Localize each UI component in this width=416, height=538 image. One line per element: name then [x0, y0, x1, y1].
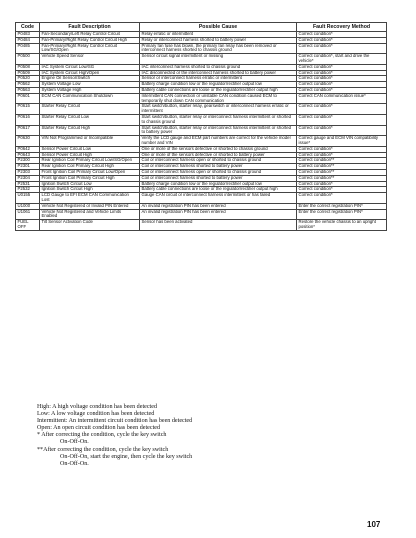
cell-fault-description: IAC System Circuit Low/SG: [40, 64, 140, 70]
cell-fault-description: Sensor Power Circuit High: [40, 152, 140, 158]
cell-fault-description: Tilt Sensor Activation Code: [40, 220, 140, 231]
cell-fault-description: ECM CAN Communication Shutdown: [40, 93, 140, 104]
cell-possible-cause: One or more of the sensors defective or shorted to chassis ground: [140, 146, 297, 152]
cell-fault-description: Fan-Primary/Right Relay Control Circuit Low/SG/Open: [40, 43, 140, 54]
table-row: [16, 152, 387, 158]
cell-recovery-method: Correct condition*, start and drive the vehicle*: [297, 54, 387, 65]
cell-recovery-method: Correct condition**: [297, 164, 387, 170]
cell-code: P0643: [16, 152, 40, 158]
cell-possible-cause: IAC interconnect harness shorted to chassis ground: [140, 64, 297, 70]
cell-fault-description: Vehicle Not Registered and Vehicle Limits Enabled: [40, 209, 140, 220]
cell-possible-cause: Gauge CAN circuit or interconnect harness intermittent or has failed: [140, 193, 297, 204]
cell-recovery-method: Restore the vehicle chassis to an upright position*: [297, 220, 387, 231]
cell-code: P0615: [16, 104, 40, 115]
table-row: [16, 70, 387, 76]
table-row: [16, 187, 387, 193]
cell-code: P0563: [16, 87, 40, 93]
note-line: Low: A low voltage condition has been detected: [37, 411, 155, 418]
cell-fault-description: Front Ignition Coil Primary Circuit Low/Open: [40, 169, 140, 175]
cell-code: P0562: [16, 82, 40, 88]
cell-recovery-method: Correct condition**: [297, 169, 387, 175]
table-row: [16, 175, 387, 181]
cell-possible-cause: Relay or interconnect harness shorted to battery power: [140, 37, 297, 43]
cell-possible-cause: Relay erratic or intermittent: [140, 32, 297, 38]
note-line: Open: An open circuit condition has been detected: [37, 425, 161, 432]
cell-recovery-method: Correct condition*: [297, 43, 387, 54]
cell-code: U1000: [16, 203, 40, 209]
cell-possible-cause: Battery cable connections are loose or the regulator/rectifier output high: [140, 187, 297, 193]
table-row: [16, 54, 387, 65]
cell-recovery-method: Correct condition*: [297, 70, 387, 76]
cell-possible-cause: Battery charge condition low or the regulator/rectifier output low: [140, 82, 297, 88]
cell-recovery-method: Correct condition*: [297, 64, 387, 70]
cell-fault-description: Fan-Primary/Right Relay Control Circuit High: [40, 37, 140, 43]
cell-possible-cause: Verify the LCD gauge and ECM part numbers are correct for the vehicle model number and VIN: [140, 136, 297, 147]
table-row: [16, 220, 387, 231]
table-row: [16, 146, 387, 152]
cell-code: FUEL OFF: [16, 220, 40, 231]
fault-code-table: [15, 22, 387, 231]
cell-fault-description: Vehicle Speed Sensor: [40, 54, 140, 65]
cell-code: P0509: [16, 70, 40, 76]
header-fault-recovery-method: Fault Recovery Method: [297, 23, 387, 32]
cell-code: P2304: [16, 175, 40, 181]
cell-fault-description: Front Ignition Coil Primary Circuit High: [40, 175, 140, 181]
header-possible-cause: Possible Cause: [140, 23, 297, 32]
table-row: [16, 43, 387, 54]
page-number: 107: [367, 520, 381, 529]
cell-possible-cause: An invalid registration PIN has been entered: [140, 203, 297, 209]
cell-code: U1061: [16, 209, 40, 220]
cell-recovery-method: Correct condition*: [297, 181, 387, 187]
cell-code: P2303: [16, 169, 40, 175]
table-body: [16, 32, 387, 231]
cell-fault-description: Starter Relay Circuit: [40, 104, 140, 115]
notes-legend: [37, 404, 397, 468]
table-row: [16, 87, 387, 93]
cell-code: P0601: [16, 93, 40, 104]
note-line: On-Off-On.: [60, 460, 89, 467]
cell-fault-description: Rear Ignition Coil Primary Circuit High: [40, 164, 140, 170]
cell-code: P0520: [16, 76, 40, 82]
cell-recovery-method: Correct condition*: [297, 87, 387, 93]
cell-recovery-method: Correct condition*: [297, 104, 387, 115]
table-row: [16, 37, 387, 43]
cell-code: P2300: [16, 158, 40, 164]
table-header-row: [16, 23, 387, 32]
cell-recovery-method: Correct condition*: [297, 146, 387, 152]
cell-fault-description: Rear Ignition Coil Primary Circuit Low/SG/Open: [40, 158, 140, 164]
cell-possible-cause: Coil or interconnect harness shorted to battery power: [140, 175, 297, 181]
cell-fault-description: Ignition Switch Circuit High: [40, 187, 140, 193]
cell-possible-cause: One or more of the sensors defective or shorted to battery power: [140, 152, 297, 158]
cell-fault-description: Sensor Power Circuit Low: [40, 146, 140, 152]
cell-possible-cause: Start switch/button, starter relay or interconnect harness intermittent or shorted to battery power: [140, 125, 297, 136]
note-line: **After correcting the condition, cycle the key switch: [37, 446, 169, 453]
cell-code: P0630: [16, 136, 40, 147]
cell-code: P0485: [16, 43, 40, 54]
cell-fault-description: VIN Not Programmed or Incompatible: [40, 136, 140, 147]
cell-fault-description: Starter Relay Circuit High: [40, 125, 140, 136]
cell-code: P2532: [16, 187, 40, 193]
cell-recovery-method: Correct condition*: [297, 152, 387, 158]
cell-fault-description: Ignition Switch Circuit Low: [40, 181, 140, 187]
header-code: Code: [16, 23, 40, 32]
cell-recovery-method: Correct CAN communication issue*: [297, 93, 387, 104]
cell-fault-description: Vehicle Not Registered or Invalid PIN Entered: [40, 203, 140, 209]
cell-possible-cause: IAC disconnected or the interconnect harness shorted to battery power: [140, 70, 297, 76]
table-row: [16, 203, 387, 209]
cell-recovery-method: Correct condition*: [297, 76, 387, 82]
table-row: [16, 164, 387, 170]
cell-recovery-method: Correct condition*: [297, 114, 387, 125]
note-line: Intermittent: An intermittent circuit condition has been detected: [37, 418, 193, 425]
cell-code: P0508: [16, 64, 40, 70]
cell-fault-description: Engine Oil Sensor/Switch: [40, 76, 140, 82]
table-row: [16, 76, 387, 82]
table-row: [16, 136, 387, 147]
cell-fault-description: Fan-Secondary/Left Relay Control Circuit: [40, 32, 140, 38]
cell-possible-cause: Primary fan fuse has blown, the primary fan relay has been removed or interconnect harness shorted to chassis ground: [140, 43, 297, 54]
cell-fault-description: IAC System Circuit High/Open: [40, 70, 140, 76]
cell-code: P0616: [16, 114, 40, 125]
table-row: [16, 125, 387, 136]
cell-fault-description: System Voltage Low: [40, 82, 140, 88]
cell-possible-cause: Start switch/button, starter relay, gearswitch or interconnect harness erratic or intermittent: [140, 104, 297, 115]
cell-recovery-method: Correct condition*: [297, 125, 387, 136]
cell-possible-cause: Battery cable connections are loose or the regulator/rectifier output high: [140, 87, 297, 93]
table-row: [16, 169, 387, 175]
table-row: [16, 114, 387, 125]
cell-possible-cause: Sensor has been activated: [140, 220, 297, 231]
cell-code: P2531: [16, 181, 40, 187]
note-line: On-Off-On, start the engine, then cycle the key switch: [60, 453, 193, 460]
cell-code: P0484: [16, 37, 40, 43]
cell-recovery-method: Correct condition**: [297, 158, 387, 164]
cell-recovery-method: Enter the correct registration PIN*: [297, 203, 387, 209]
cell-recovery-method: Correct gauge and ECM VIN compatibility issue*: [297, 136, 387, 147]
cell-code: P0483: [16, 32, 40, 38]
cell-possible-cause: Sensor or interconnect harness erratic or intermittent: [140, 76, 297, 82]
cell-recovery-method: Correct condition*: [297, 37, 387, 43]
table-row: [16, 104, 387, 115]
cell-possible-cause: Sensor circuit signal intermittent or missing: [140, 54, 297, 65]
note-line: * After correcting the condition, cycle the key switch: [37, 432, 167, 439]
cell-code: P0500: [16, 54, 40, 65]
table-row: [16, 193, 387, 204]
header-fault-description: Fault Description: [40, 23, 140, 32]
cell-recovery-method: Correct condition*: [297, 32, 387, 38]
note-line: High: A high voltage condition has been detected: [37, 404, 157, 410]
cell-code: U0155: [16, 193, 40, 204]
cell-possible-cause: An invalid registration PIN has been entered: [140, 209, 297, 220]
cell-possible-cause: Coil or interconnect harness shorted to battery power: [140, 164, 297, 170]
cell-recovery-method: Correct condition**: [297, 175, 387, 181]
cell-possible-cause: Coil or interconnect harness open or shorted to chassis ground: [140, 169, 297, 175]
note-line: On-Off-On.: [60, 439, 89, 446]
table-row: [16, 93, 387, 104]
table-row: [16, 82, 387, 88]
table-row: [16, 181, 387, 187]
cell-recovery-method: Correct condition*: [297, 82, 387, 88]
cell-recovery-method: Correct condition*: [297, 193, 387, 204]
cell-code: P2301: [16, 164, 40, 170]
cell-fault-description: LCD Gauge to EFI ECM CAN Communication Lost: [40, 193, 140, 204]
cell-code: P0642: [16, 146, 40, 152]
cell-fault-description: Starter Relay Circuit Low: [40, 114, 140, 125]
cell-recovery-method: Enter the correct registration PIN*: [297, 209, 387, 220]
table-row: [16, 64, 387, 70]
cell-recovery-method: Correct condition*: [297, 187, 387, 193]
table-row: [16, 158, 387, 164]
cell-possible-cause: Intermittent CAN connection or unstable CAN condition caused ECM to temporarily shut down CAN communication: [140, 93, 297, 104]
table-row: [16, 209, 387, 220]
cell-code: P0617: [16, 125, 40, 136]
cell-fault-description: System Voltage High: [40, 87, 140, 93]
cell-possible-cause: Battery charge condition low or the regulator/rectifier output low: [140, 181, 297, 187]
cell-possible-cause: Coil or interconnect harness open or shorted to chassis ground: [140, 158, 297, 164]
cell-possible-cause: Start switch/button, starter relay or interconnect harness intermittent or shorted to chassis ground: [140, 114, 297, 125]
